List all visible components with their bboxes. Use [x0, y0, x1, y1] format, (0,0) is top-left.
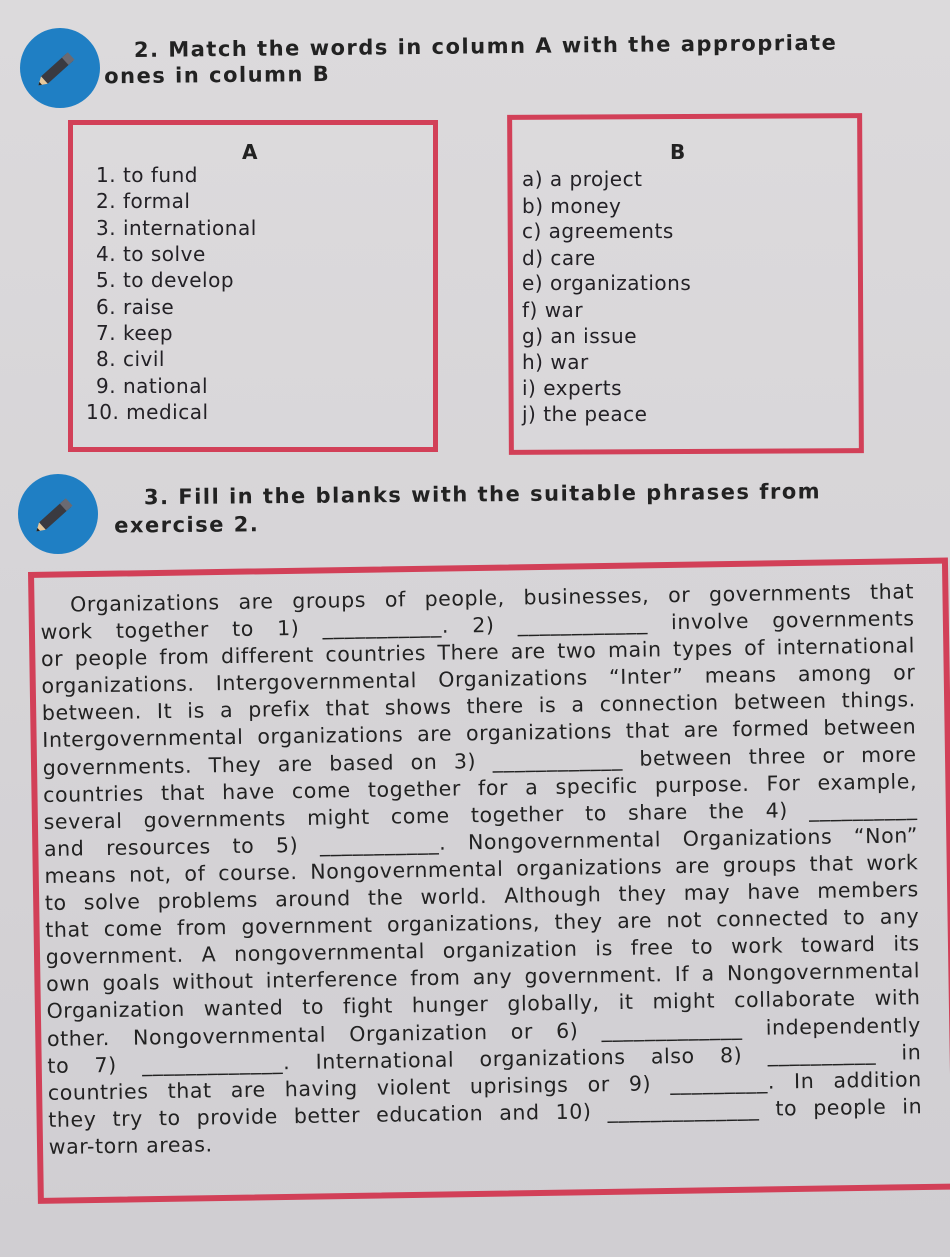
pencil-icon	[31, 485, 85, 543]
column-a-item: 1. to fund	[96, 163, 198, 187]
column-a-item: 7. keep	[96, 321, 174, 345]
paragraph-line: Organization wanted to fight hunger globally, it might collaborate with	[46, 985, 921, 1024]
exercise-3-paragraph	[40, 578, 923, 1161]
paragraph-line: means not, of course. Nongovernmental organizations are groups that work	[44, 850, 919, 888]
exercise-2-title	[104, 30, 924, 89]
paragraph-line: that come from government organizations, they are not connected to any	[45, 904, 920, 943]
column-a-item: 4. to solve	[96, 242, 206, 266]
paragraph-line: government. A nongovernmental organization is free to work toward its	[45, 931, 920, 970]
column-b-item: d) care	[522, 246, 596, 270]
exercise-3-title-line1: 3. Fill in the blanks with the suitable phrases from	[143, 479, 822, 510]
column-a-item: 10. medical	[86, 400, 209, 424]
exercise-2-title-line2: ones in column B	[104, 61, 331, 89]
column-b-header: B	[670, 140, 686, 164]
exercise-3-pencil-badge	[18, 474, 98, 554]
paragraph-line: organizations. Intergovernmental Organizations “Inter” means among or	[41, 660, 916, 699]
column-a-item: 6. raise	[96, 295, 175, 319]
paragraph-line: Intergovernmental organizations are organizations that are formed between	[42, 714, 917, 753]
column-a-item: 3. international	[96, 216, 257, 240]
column-b-item: i) experts	[522, 376, 622, 400]
paragraph-line: countries that are having violent uprisings or 9) _________. In addition	[47, 1066, 922, 1105]
paragraph-line: other. Nongovernmental Organization or 6) _____________ independently	[46, 1012, 922, 1051]
paragraph-line: they try to provide better education and 10) ______________ to people in	[48, 1093, 923, 1132]
exercise-3-title	[114, 479, 914, 538]
paragraph-line: to 7) _____________. International organizations also 8) __________ in	[47, 1039, 922, 1078]
column-b-item: a) a project	[522, 167, 643, 191]
paragraph-line: between. It is a prefix that shows there is a connection between things.	[41, 687, 916, 726]
column-a-item: 8. civil	[96, 347, 165, 371]
exercise-2-pencil-badge	[20, 28, 100, 108]
exercise-3-title-line2: exercise 2.	[114, 512, 260, 538]
paragraph-line: governments. They are based on 3) ____________ between three or more	[42, 741, 917, 780]
paragraph-line: work together to 1) ___________. 2) ____________ involve governments	[40, 606, 915, 645]
paragraph-line: or people from different countries There are two main types of international	[40, 633, 916, 672]
column-b-item: c) agreements	[522, 219, 674, 243]
column-b-item: e) organizations	[522, 271, 692, 295]
paragraph-line: Organizations are groups of people, businesses, or governments that	[70, 579, 915, 617]
column-a-item: 9. national	[96, 374, 209, 398]
column-b-item: f) war	[522, 298, 584, 322]
column-a-header: A	[242, 140, 258, 164]
column-b-item: g) an issue	[522, 324, 638, 348]
paragraph-line: several governments might come together to share the 4) __________	[43, 795, 918, 834]
column-a-item: 2. formal	[96, 189, 191, 213]
paragraph-line: to solve problems around the world. Although they may have members	[44, 877, 919, 915]
column-b-item: j) the peace	[522, 402, 648, 426]
pencil-icon	[33, 39, 87, 97]
column-b-item: b) money	[522, 194, 622, 218]
paragraph-line: and resources to 5) ___________. Nongovernmental Organizations “Non”	[43, 823, 919, 861]
column-b-item: h) war	[522, 350, 589, 374]
column-a-item: 5. to develop	[96, 268, 235, 292]
paragraph-line: war-torn areas.	[48, 1132, 213, 1159]
paragraph-line: own goals without interference from any government. If a Nongovernmental	[45, 958, 921, 997]
paragraph-line: countries that have come together for a specific purpose. For example,	[42, 768, 918, 807]
exercise-2-title-line1: 2. Match the words in column A with the appropriate	[133, 30, 838, 62]
